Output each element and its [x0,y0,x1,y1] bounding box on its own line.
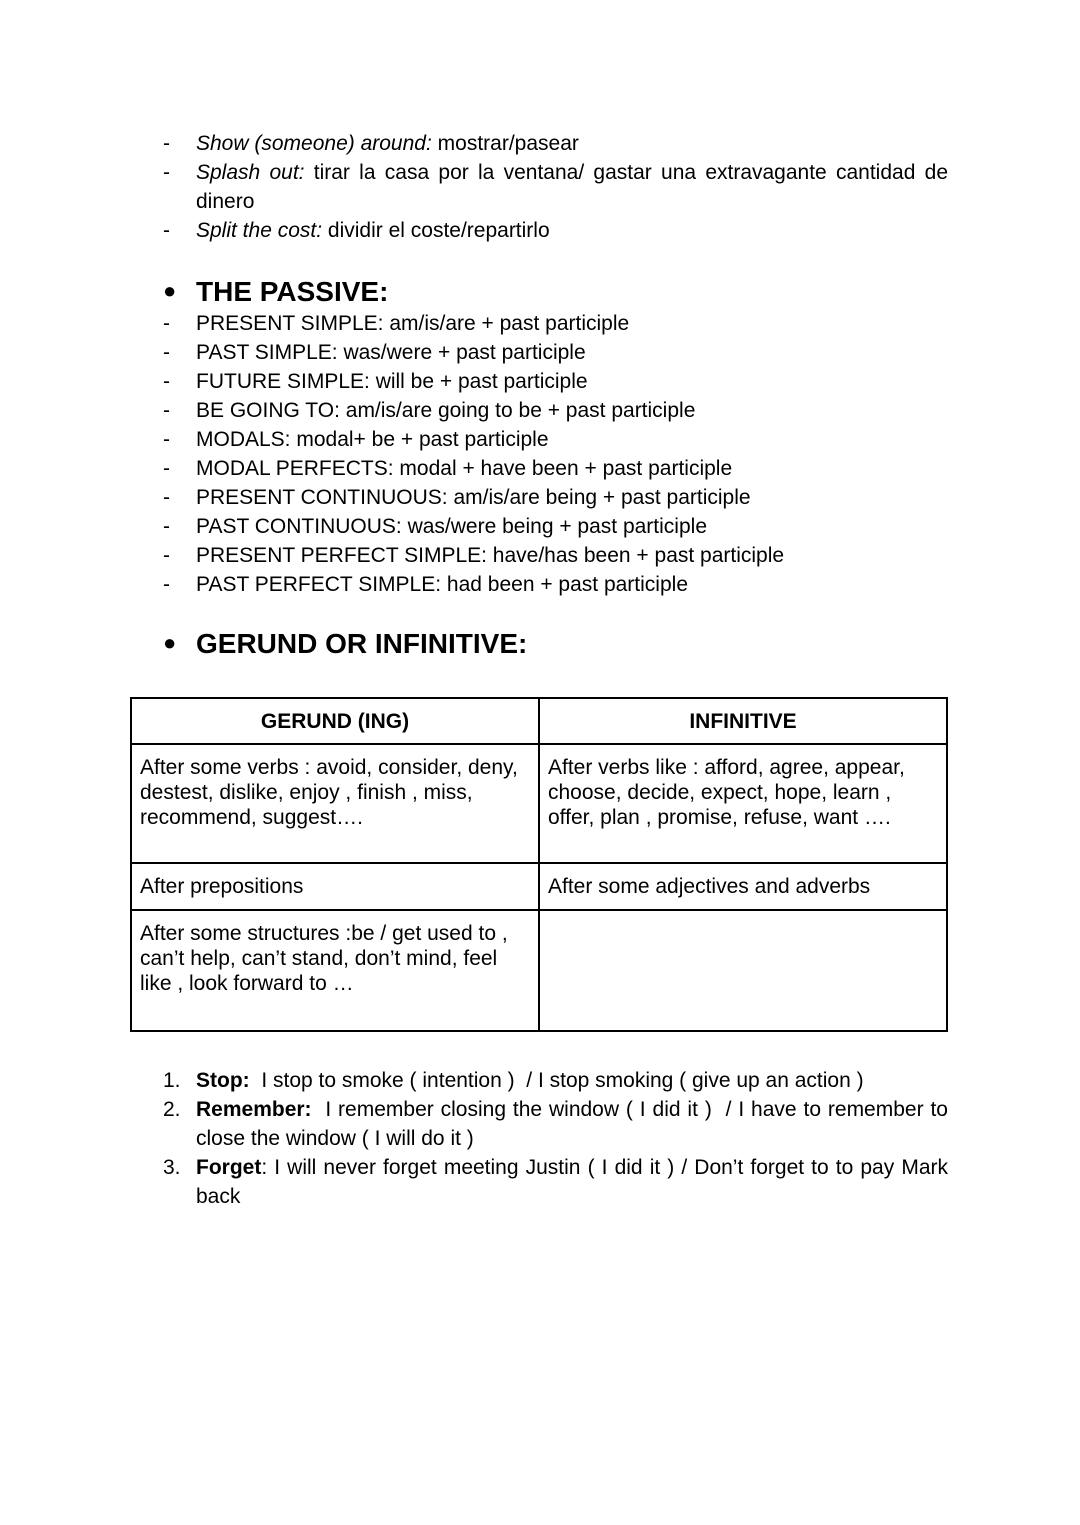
dash-marker: - [163,132,170,155]
passive-rule: PRESENT SIMPLE: am/is/are + past participle [196,312,630,335]
list-item [163,158,948,216]
dash-marker: - [163,573,170,596]
passive-rule: PRESENT PERFECT SIMPLE: have/has been + past participle [196,544,785,567]
dash-marker: - [163,457,170,480]
passive-rule: PAST SIMPLE: was/were + past participle [196,341,586,364]
table-row [131,863,947,910]
dash-marker: - [163,219,170,242]
example-text: : I will never forget meeting Justin ( I did it ) / Don’t forget to to pay Mark back [196,1156,948,1208]
list-item [163,512,948,541]
dash-marker: - [163,370,170,393]
list-item [163,396,948,425]
list-item [163,425,948,454]
table-cell: After prepositions [131,863,539,910]
bullet-icon: ● [163,630,177,655]
table-cell: After some adjectives and adverbs [539,863,947,910]
list-item [163,216,948,245]
list-number: 1. [163,1069,181,1092]
verb-examples-list [163,1066,954,1211]
dash-marker: - [163,399,170,422]
dash-marker: - [163,161,170,184]
gerund-infinitive-heading [163,625,527,662]
list-item [163,367,948,396]
list-item [163,570,948,599]
gerund-infinitive-table [130,697,948,1032]
passive-list [163,309,948,599]
passive-rule: MODAL PERFECTS: modal + have been + past participle [196,457,733,480]
dash-marker: - [163,341,170,364]
dash-marker: - [163,312,170,335]
list-item [163,1153,948,1211]
table-cell: After some verbs : avoid, consider, deny, destest, dislike, enjoy , finish , miss, recommend, suggest…. [131,744,539,863]
phrasal-verb-meaning: dividir el coste/repartirlo [322,219,550,242]
example-text: I remember closing the window ( I did it ) / I have to remember to close the window ( I will do it ) [196,1098,954,1150]
dash-marker: - [163,428,170,451]
phrasal-verb-meaning: mostrar/pasear [431,132,579,155]
list-item [163,483,948,512]
passive-rule: MODALS: modal+ be + past participle [196,428,549,451]
dash-marker: - [163,515,170,538]
passive-title: THE PASSIVE: [196,276,389,307]
table-header-row [131,698,947,744]
table-row [131,744,947,863]
phrasal-verb-term: Split the cost: [196,219,323,242]
passive-rule: BE GOING TO: am/is/are going to be + past participle [196,399,696,422]
example-text: I stop to smoke ( intention ) / I stop smoking ( give up an action ) [249,1069,864,1092]
bullet-icon: ● [163,278,177,303]
table-cell: After some structures :be / get used to , can’t help, can’t stand, don’t mind, feel like , look forward to … [131,910,539,1031]
passive-heading [163,273,388,310]
passive-rule: PRESENT CONTINUOUS: am/is/are being + past participle [196,486,751,509]
passive-rule: PAST PERFECT SIMPLE: had been + past participle [196,573,688,596]
list-item [163,309,948,338]
table-row [131,910,947,1031]
list-number: 3. [163,1156,181,1179]
table-cell: After verbs like : afford, agree, appear, choose, decide, expect, hope, learn , offer, plan , promise, refuse, want …. [539,744,947,863]
list-item [163,129,948,158]
phrasal-verb-meaning: tirar la casa por la ventana/ gastar una extravagante cantidad de dinero [196,161,948,213]
passive-rule: FUTURE SIMPLE: will be + past participle [196,370,588,393]
list-number: 2. [163,1098,181,1121]
gerund-infinitive-title: GERUND OR INFINITIVE: [196,628,528,659]
gerund-column-header: GERUND (ING) [131,698,539,744]
list-item [163,338,948,367]
passive-rule: PAST CONTINUOUS: was/were being + past participle [196,515,707,538]
table-cell [539,910,947,1031]
example-verb: Remember: [196,1098,312,1121]
phrasal-verbs-list [163,129,948,245]
list-item [163,1066,948,1095]
phrasal-verb-term: Show (someone) around: [196,132,432,155]
list-item [163,541,948,570]
infinitive-column-header: INFINITIVE [539,698,947,744]
list-item [163,454,948,483]
example-verb: Stop: [196,1069,250,1092]
example-verb: Forget [196,1156,262,1179]
phrasal-verb-term: Splash out: [196,161,305,184]
list-item [163,1095,954,1153]
dash-marker: - [163,486,170,509]
dash-marker: - [163,544,170,567]
